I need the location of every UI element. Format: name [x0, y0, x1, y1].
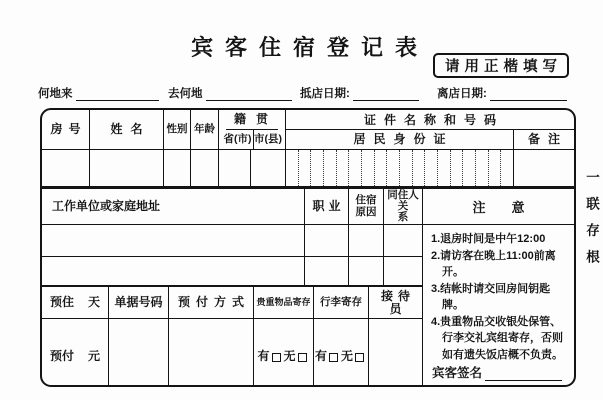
- field-to-line: [206, 88, 292, 101]
- guest-signature-line: [485, 367, 562, 381]
- identity-header-row: [42, 110, 574, 150]
- header-province: 省(市): [222, 130, 254, 149]
- id-digit-cell: [311, 150, 324, 186]
- field-departure: [437, 85, 567, 101]
- gender-cell: [164, 150, 191, 186]
- id-digit-cell: [400, 150, 413, 186]
- guest-signature-label: 宾客签名: [432, 366, 483, 380]
- name-cell: [90, 150, 164, 186]
- id-number-cell: [286, 150, 514, 186]
- address-row-1: [42, 225, 422, 257]
- guest-signature-field: [423, 363, 574, 387]
- id-digit-cell: [387, 150, 400, 186]
- id-digit-cell: [463, 150, 476, 186]
- header-native-place-group: [219, 110, 286, 149]
- notice-item: 4.贵重物品交收银处保管、行李交礼宾组寄存，否则如有遗失饭店概不负责。: [431, 315, 563, 361]
- address-header-row: [42, 189, 422, 225]
- copy-stub-label: 一联存根: [584, 170, 599, 276]
- header-resident-id: 居民身份证: [286, 130, 514, 149]
- field-departure-label: 离店日期:: [437, 88, 487, 100]
- age-cell: [191, 150, 219, 186]
- identity-section: [42, 110, 574, 189]
- notice-title: 注意: [423, 189, 574, 225]
- yuan-unit-label: 元: [87, 349, 100, 364]
- days-unit-label: 天: [87, 295, 100, 310]
- notice-panel: [423, 189, 574, 387]
- cohabitant-cell: [384, 225, 422, 256]
- address-cell: [42, 225, 305, 256]
- address-cell: [42, 257, 305, 285]
- field-departure-line: [490, 88, 567, 101]
- id-digit-cell: [375, 150, 388, 186]
- page-title: 宾客住宿登记表: [190, 35, 429, 60]
- occupation-cell: [305, 225, 349, 256]
- field-to: [168, 85, 292, 101]
- header-luggage-deposit: 行李寄存: [314, 287, 369, 318]
- prepaid-amount-cell: 预付 元: [42, 319, 109, 387]
- remarks-cell: [514, 150, 574, 186]
- notice-item: 2.请访客在晚上11:00前离开。: [431, 249, 556, 278]
- header-address: 工作单位或家庭地址: [42, 189, 305, 224]
- id-digit-cell: [425, 150, 438, 186]
- header-cohabitant-relation: 同住人 关系: [387, 188, 419, 223]
- notice-item: 3.结帐时请交回房间钥匙牌。: [431, 282, 551, 311]
- lower-left-grid: [42, 189, 423, 387]
- header-occupation: 职业: [305, 189, 349, 224]
- province-cell: [219, 150, 251, 186]
- notice-item: 1.退房时间是中午12:00: [431, 233, 546, 245]
- route-fields-row: [0, 85, 603, 103]
- header-room-no: 房号: [42, 110, 90, 149]
- prepay-method-cell: [169, 319, 254, 387]
- valuables-checkbox-cell: 有 无: [254, 319, 314, 387]
- valuables-yes-checkbox: [272, 353, 281, 362]
- header-valuables-deposit: 贵重物品寄存: [254, 287, 314, 318]
- field-arrival-label: 抵店日期:: [300, 88, 350, 100]
- fill-notice-box: [433, 53, 569, 78]
- id-digit-cell: [451, 150, 464, 186]
- id-digit-cell: [476, 150, 489, 186]
- payment-value-row: [42, 319, 422, 387]
- header-remarks: 备注: [527, 132, 568, 147]
- luggage-checkbox-cell: 有 无: [314, 319, 369, 387]
- field-from-label: 何地来: [38, 88, 73, 100]
- registration-table: [40, 108, 576, 387]
- id-digit-cell: [362, 150, 375, 186]
- stay-reason-cell: [349, 225, 384, 256]
- header-name: 姓名: [90, 110, 164, 149]
- header-age: 年龄: [191, 110, 219, 149]
- id-digit-cell: [501, 150, 513, 186]
- payment-header-row: [42, 287, 422, 319]
- header-receptionist: 接待员: [380, 288, 415, 316]
- header-expected-stay: 预住 天: [42, 287, 109, 318]
- address-row-2: [42, 257, 422, 287]
- luggage-yes-checkbox: [329, 353, 338, 362]
- id-digit-cell: [413, 150, 426, 186]
- header-receipt-no: 单据号码: [109, 287, 169, 318]
- id-digit-cell: [337, 150, 350, 186]
- field-arrival: [300, 85, 419, 101]
- field-from-line: [76, 88, 159, 101]
- receipt-no-cell: [109, 319, 169, 387]
- header-id-group: [286, 110, 574, 149]
- header-stay-reason: 住宿 原因: [349, 189, 384, 224]
- luggage-no-checkbox: [355, 353, 364, 362]
- stay-reason-cell: [349, 257, 384, 285]
- id-digit-cell: [324, 150, 337, 186]
- field-arrival-line: [353, 88, 419, 101]
- id-digit-cell: [349, 150, 362, 186]
- field-from: [38, 85, 159, 101]
- fill-notice-label: 请用正楷填写: [445, 59, 562, 75]
- id-digit-cell: [489, 150, 502, 186]
- receptionist-cell: [369, 319, 422, 387]
- cohabitant-cell: [384, 257, 422, 285]
- notice-list: [423, 225, 574, 363]
- header-city: 市(县): [254, 132, 282, 145]
- id-digit-cell: [299, 150, 312, 186]
- header-id-name-number: 证件名称和号码: [286, 110, 574, 130]
- city-cell: [251, 150, 286, 186]
- valuables-no-checkbox: [298, 353, 307, 362]
- field-to-label: 去何地: [168, 88, 203, 100]
- lower-section: [42, 189, 574, 387]
- id-digit-grid: [286, 150, 513, 186]
- header-gender: 性别: [164, 110, 191, 149]
- guest-row-1: [42, 150, 574, 187]
- id-digit-cell: [286, 150, 299, 186]
- header-prepay-method: 预付方式: [169, 287, 254, 318]
- occupation-cell: [305, 257, 349, 285]
- id-digit-cell: [438, 150, 451, 186]
- header-native-place: 籍贯: [226, 110, 278, 130]
- room-no-cell: [42, 150, 90, 186]
